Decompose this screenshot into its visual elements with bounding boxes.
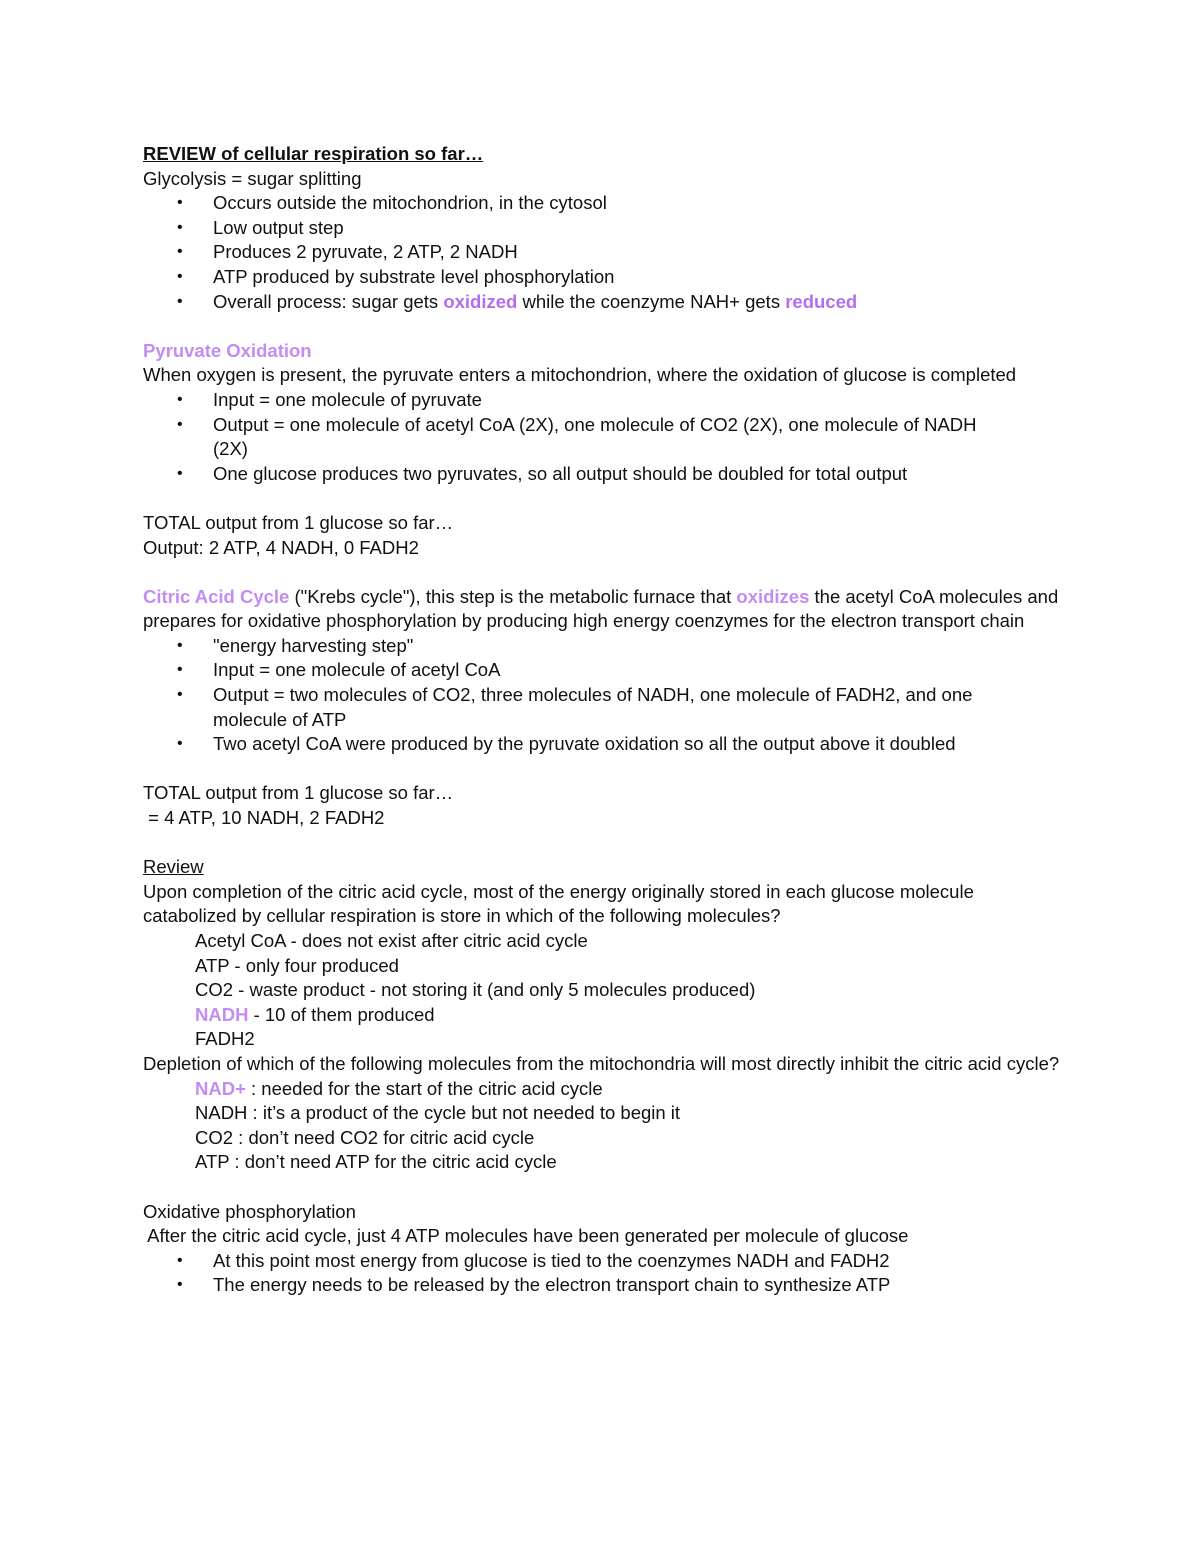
review-heading: Review xyxy=(143,856,204,878)
oxidized-highlight: oxidized xyxy=(443,290,518,312)
glycolysis-heading: Glycolysis = sugar splitting xyxy=(143,167,362,189)
q1-option-1: Acetyl CoA - does not exist after citric acid cycle xyxy=(195,930,588,951)
spacer xyxy=(143,1175,1073,1200)
list-item: • ATP produced by substrate level phosphorylation xyxy=(213,265,1073,290)
q1-answer: NADH xyxy=(195,1003,249,1025)
list-item: • Output = one molecule of acetyl CoA (2X), one molecule of CO2 (2X), one molecule of NADH (2X) xyxy=(213,413,1073,462)
q2-option-1 xyxy=(143,1077,1073,1102)
list-item: • Occurs outside the mitochondrion, in the cytosol xyxy=(213,191,1073,216)
spacer xyxy=(143,560,1073,585)
q1-option-5: FADH2 xyxy=(195,1028,255,1050)
q2-answer: NAD+ xyxy=(195,1077,246,1099)
q1-option-4 xyxy=(143,1003,1073,1028)
reduced-highlight: reduced xyxy=(785,290,858,312)
q2-option-4: ATP : don’t need ATP for the citric acid cycle xyxy=(195,1151,557,1173)
list-item: • Input = one molecule of acetyl CoA xyxy=(213,658,1073,683)
q2-option-3: CO2 : don’t need CO2 for citric acid cycle xyxy=(195,1126,535,1148)
citric-list xyxy=(143,634,1073,757)
list-item: • At this point most energy from glucose is tied to the coenzymes NADH and FADH2 xyxy=(213,1249,1073,1274)
oxphos-list xyxy=(143,1249,1073,1298)
total1-line2: Output: 2 ATP, 4 NADH, 0 FADH2 xyxy=(143,536,419,558)
review-title: REVIEW of cellular respiration so far… xyxy=(143,143,484,164)
overall-prefix: Overall process: sugar gets xyxy=(213,290,444,312)
review-question-2: Depletion of which of the following molecules from the mitochondria will most directly inhibit the citric acid cycle? xyxy=(143,1052,1060,1074)
q1-option-3: CO2 - waste product - not storing it (and only 5 molecules produced) xyxy=(195,979,756,1001)
q1-option-2: ATP - only four produced xyxy=(195,954,399,976)
overall-middle: while the coenzyme NAH+ gets xyxy=(517,290,786,312)
total2-line2: = 4 ATP, 10 NADH, 2 FADH2 xyxy=(143,807,385,829)
citric-intro xyxy=(143,585,1073,634)
q2-option-2: NADH : it’s a product of the cycle but not needed to begin it xyxy=(195,1102,681,1124)
citric-intro-a: ("Krebs cycle"), this step is the metabolic furnace that xyxy=(289,585,737,607)
list-item: • Two acetyl CoA were produced by the pyruvate oxidation so all the output above it doubled xyxy=(213,732,1073,757)
list-item: • "energy harvesting step" xyxy=(213,634,1073,659)
q2-answer-note: : needed for the start of the citric acid cycle xyxy=(245,1077,603,1099)
spacer xyxy=(143,757,1073,782)
document-body xyxy=(143,142,1073,1298)
q1-answer-note: - 10 of them produced xyxy=(248,1003,435,1025)
list-item: • Output = two molecules of CO2, three molecules of NADH, one molecule of FADH2, and one molecule of ATP xyxy=(213,683,1073,732)
pyruvate-list xyxy=(143,388,1073,486)
list-item xyxy=(213,290,1073,315)
spacer xyxy=(143,831,1073,856)
list-item: • Input = one molecule of pyruvate xyxy=(213,388,1073,413)
total1-line1: TOTAL output from 1 glucose so far… xyxy=(143,511,454,533)
oxphos-intro: After the citric acid cycle, just 4 ATP molecules have been generated per molecule of glucose xyxy=(143,1225,909,1247)
oxphos-title: Oxidative phosphorylation xyxy=(143,1200,356,1222)
citric-title: Citric Acid Cycle xyxy=(143,585,290,607)
glycolysis-list xyxy=(143,191,1073,314)
review-question-1: Upon completion of the citric acid cycle, most of the energy originally stored in each glucose molecule catabolized by cellular respiration is store in which of the following molecules? xyxy=(143,880,974,927)
citric-intro-b: the acetyl CoA molecules and prepares for oxidative phosphorylation by producing high energy coenzymes for the electron transport chain xyxy=(143,585,1059,632)
list-item: • Low output step xyxy=(213,216,1073,241)
list-item: • Produces 2 pyruvate, 2 ATP, 2 NADH xyxy=(213,240,1073,265)
pyruvate-title: Pyruvate Oxidation xyxy=(143,339,312,361)
list-item: • One glucose produces two pyruvates, so all output should be doubled for total output xyxy=(213,462,1073,487)
oxidizes-highlight: oxidizes xyxy=(736,585,810,607)
spacer xyxy=(143,486,1073,511)
spacer xyxy=(143,314,1073,339)
total2-line1: TOTAL output from 1 glucose so far… xyxy=(143,782,454,804)
list-item: • The energy needs to be released by the electron transport chain to synthesize ATP xyxy=(213,1273,1073,1298)
pyruvate-intro: When oxygen is present, the pyruvate enters a mitochondrion, where the oxidation of glucose is completed xyxy=(143,364,1017,386)
